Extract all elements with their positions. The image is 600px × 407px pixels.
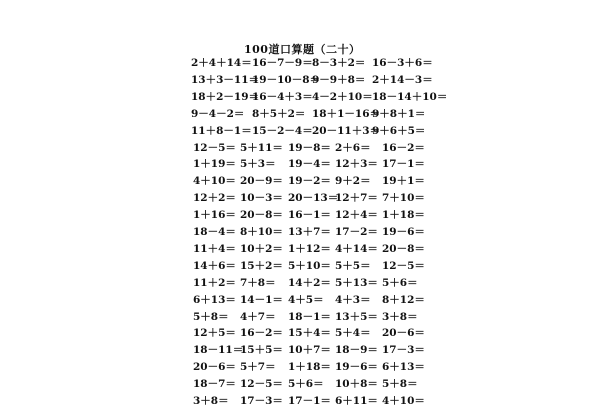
problem-item: 16－1＝ (288, 209, 331, 222)
problem-item: 1＋18＝ (288, 361, 331, 374)
worksheet-title: 100道口算题（二十） (244, 43, 361, 56)
problem-item: 11＋4＝ (193, 242, 236, 255)
problem-item: 7＋10＝ (382, 192, 425, 205)
problem-item: 19－6＝ (382, 226, 425, 238)
problem-item: 18＋1－16＝ (312, 107, 381, 120)
problem-item: 6＋13＝ (193, 293, 236, 306)
problem-item: 20－13＝ (288, 192, 339, 205)
problem-item: 5＋7＝ (240, 361, 276, 374)
problem-item: 18－9＝ (335, 344, 378, 357)
problem-item: 5＋8＝ (382, 378, 418, 391)
problem-item: 11＋8－1＝ (191, 124, 252, 137)
problem-item: 18－14＋10＝ (372, 90, 448, 103)
problem-item: 4－2＋10＝ (312, 90, 373, 103)
problem-item: 17－3＝ (240, 395, 283, 407)
problem-item: 13＋7＝ (288, 226, 331, 238)
problem-item: 20－8＝ (240, 209, 283, 222)
problem-item: 19－8＝ (288, 141, 331, 154)
problem-item: 13＋5＝ (335, 310, 378, 323)
problem-item: 10＋7＝ (288, 344, 331, 357)
problem-item: 12－5＝ (240, 378, 283, 391)
problem-item: 5＋5＝ (335, 259, 371, 272)
problem-item: 14＋2＝ (288, 276, 331, 289)
problem-item: 8＋12＝ (382, 293, 425, 306)
problem-item: 12－5＝ (382, 259, 425, 272)
problem-item: 5＋13＝ (335, 276, 378, 289)
problem-item: 18－7＝ (193, 378, 236, 391)
problem-item: 16－2＝ (382, 141, 425, 154)
problem-item: 14＋6＝ (193, 259, 236, 272)
problem-item: 10－3＝ (240, 192, 283, 205)
problem-item: 4＋10＝ (382, 395, 425, 407)
problem-item: 1＋12＝ (288, 242, 331, 255)
problem-item: 19－10－8＝ (252, 73, 321, 86)
problem-item: 12＋2＝ (193, 192, 236, 205)
problem-item: 15－2－4＝ (252, 124, 313, 137)
problem-item: 9－4－2＝ (191, 107, 245, 120)
problem-item: 5＋4＝ (335, 327, 371, 340)
problem-item: 3＋8＝ (193, 395, 229, 407)
problem-item: 4＋10＝ (193, 175, 236, 188)
problem-item: 3＋8＝ (382, 310, 418, 323)
problem-item: 12＋4＝ (335, 209, 378, 222)
problem-item: 20－11＋3＝ (312, 124, 381, 137)
problem-item: 20－8＝ (382, 242, 425, 255)
problem-item: 19＋1＝ (382, 175, 425, 188)
problem-item: 2＋4＋14＝ (191, 57, 252, 69)
problem-item: 9－9＋8＝ (312, 73, 366, 86)
problem-item: 4＋5＝ (288, 293, 324, 306)
problem-item: 5＋11＝ (240, 141, 283, 154)
problem-item: 9＋6＋5＝ (372, 124, 426, 137)
problem-item: 8＋5＋2＝ (252, 107, 306, 120)
problem-item: 2＋14－3＝ (372, 73, 433, 86)
problem-item: 18＋2－19＝ (191, 90, 260, 103)
problem-item: 12＋3＝ (335, 158, 378, 171)
problem-item: 19－2＝ (288, 175, 331, 188)
problem-item: 16－3＋6＝ (372, 57, 433, 69)
problem-item: 16－4＋3＝ (252, 90, 313, 103)
problem-item: 15＋2＝ (240, 259, 283, 272)
problem-item: 10＋8＝ (335, 378, 378, 391)
problem-item: 15＋4＝ (288, 327, 331, 340)
problem-item: 12＋5＝ (193, 327, 236, 340)
problem-item: 5＋10＝ (288, 259, 331, 272)
problem-item: 17－1＝ (382, 158, 425, 171)
problem-item: 4＋3＝ (335, 293, 371, 306)
problem-item: 8－3＋2＝ (312, 57, 366, 69)
problem-item: 6＋13＝ (382, 361, 425, 374)
problem-item: 4＋7＝ (240, 310, 276, 323)
problem-item: 20－6＝ (193, 361, 236, 374)
problem-item: 19－4＝ (288, 158, 331, 171)
problem-item: 16－7－9＝ (252, 57, 313, 69)
problem-item: 18－1＝ (288, 310, 331, 323)
problem-item: 8＋10＝ (240, 226, 283, 238)
problem-item: 13＋3－11＝ (191, 73, 260, 86)
problem-item: 14－1＝ (240, 293, 283, 306)
problem-item: 12＋7＝ (335, 192, 378, 205)
problem-item: 17－2＝ (335, 226, 378, 238)
problem-item: 7＋8＝ (240, 276, 276, 289)
problem-item: 18－4＝ (193, 226, 236, 238)
problem-item: 16－2＝ (240, 327, 283, 340)
problem-item: 20－9＝ (240, 175, 283, 188)
problem-item: 6＋11＝ (335, 395, 378, 407)
problem-item: 1＋18＝ (382, 209, 425, 222)
problem-item: 12－5＝ (193, 141, 236, 154)
problem-item: 19－6＝ (335, 361, 378, 374)
problem-item: 5＋6＝ (382, 276, 418, 289)
problem-item: 20－6＝ (382, 327, 425, 340)
problem-item: 18－11＝ (193, 344, 244, 357)
problem-item: 10＋2＝ (240, 242, 283, 255)
problem-item: 9＋2＝ (335, 175, 371, 188)
problem-item: 17－3＝ (382, 344, 425, 357)
problem-item: 2＋6＝ (335, 141, 371, 154)
problem-item: 9＋8＋1＝ (372, 107, 426, 120)
problem-item: 5＋8＝ (193, 310, 229, 323)
problem-item: 11＋2＝ (193, 276, 236, 289)
problem-item: 1＋19＝ (193, 158, 236, 171)
problem-item: 5＋6＝ (288, 378, 324, 391)
problem-item: 17－1＝ (288, 395, 331, 407)
problem-item: 4＋14＝ (335, 242, 378, 255)
problem-item: 15＋5＝ (240, 344, 283, 357)
problem-item: 1＋16＝ (193, 209, 236, 222)
problem-item: 5＋3＝ (240, 158, 276, 171)
